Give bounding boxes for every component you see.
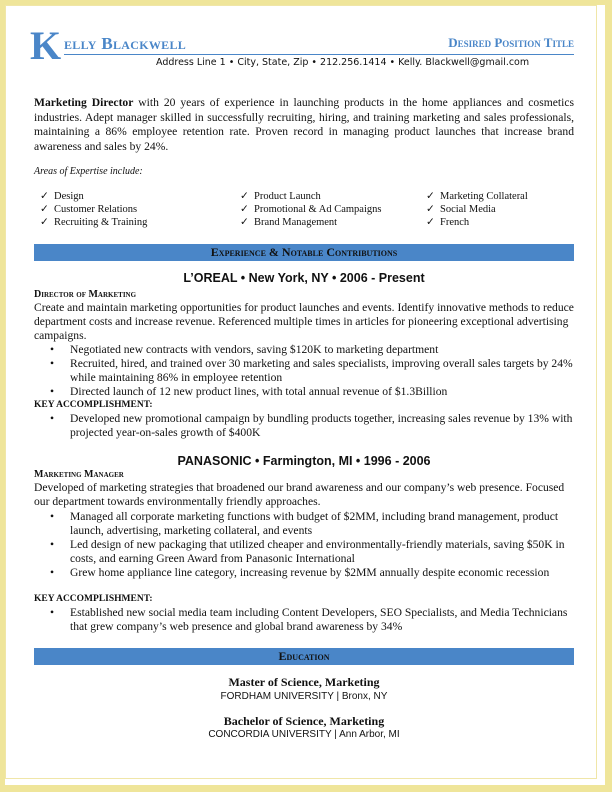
name-initial: K: [30, 23, 62, 68]
professional-summary: [34, 96, 574, 154]
check-icon: ✓: [426, 191, 435, 202]
expertise-column-1: [40, 190, 147, 229]
list-item: • Established new social media team including Content Developers, SEO Specialists, and Media Technicians that grew company’s web presence and global brand awareness by 34%: [34, 606, 574, 634]
degree-school: FORDHAM UNIVERSITY | Bronx, NY: [220, 691, 388, 702]
expertise-item: ✓ Design: [40, 191, 84, 202]
key-accomplishment-list: [34, 606, 574, 634]
job-role: Marketing Manager: [34, 469, 124, 480]
job-company-line: PANASONIC • Farmington, MI • 1996 - 2006: [177, 454, 431, 468]
summary-title: Marketing Director: [34, 96, 134, 109]
expertise-item: ✓ French: [426, 217, 470, 228]
check-icon: ✓: [426, 204, 435, 215]
list-item: • Developed new promotional campaign by bundling products together, increasing sales revenue by 13% with projected year-on-sales growth of $400K: [34, 412, 574, 440]
expertise-column-3: [426, 190, 528, 229]
job-bullets: [34, 510, 574, 580]
job-description: Create and maintain marketing opportunities for product launches and events. Identify innovative methods to reduce department costs and increase revenue. Referenced multiple times in articles for pioneering exceptional advertising campaigns.: [34, 301, 574, 342]
degree-title: Master of Science, Marketing: [228, 675, 380, 689]
summary-text: with 20 years of experience in launching products in the home appliances and cosmetics industries. Adept manager skilled in successfully recruiting, hiring, and training marketing and sales professionals, maintaining a 86% employee retention rate. Proven record in managing product launches that increase brand awareness and sales by 24%.: [34, 96, 574, 153]
expertise-item: ✓ Promotional & Ad Campaigns: [240, 204, 382, 215]
desired-position-title: Desired Position Title: [448, 35, 574, 50]
check-icon: ✓: [240, 191, 249, 202]
experience-heading: Experience & Notable Contributions: [34, 244, 574, 261]
degree-title: Bachelor of Science, Marketing: [223, 714, 385, 728]
check-icon: ✓: [40, 191, 49, 202]
contact-line: Address Line 1 • City, State, Zip • 212.256.1414 • Kelly. Blackwell@gmail.com: [156, 57, 530, 68]
list-item: • Led design of new packaging that utilized cheaper and environmentally-friendly materials, saving $50K in costs, and earning Green Award from Panasonic International: [34, 538, 574, 566]
expertise-item: ✓ Recruiting & Training: [40, 217, 148, 228]
education-heading: Education: [34, 648, 574, 665]
expertise-label: Areas of Expertise include:: [34, 166, 143, 177]
check-icon: ✓: [240, 217, 249, 228]
candidate-name: elly Blackwell: [64, 34, 187, 53]
expertise-item: ✓ Marketing Collateral: [426, 191, 528, 202]
list-item: • Grew home appliance line category, increasing revenue by $2MM annually despite economic recession: [34, 566, 574, 580]
job-description: Developed of marketing strategies that broadened our brand awareness and our company’s web presence. Focused our department towards environmentally friendly approaches.: [34, 481, 565, 508]
header-divider: [64, 54, 574, 55]
list-item: • Recruited, hired, and trained over 30 marketing and sales specialists, improving overall sales targets by 24% while maintaining 86% in employee retention: [34, 357, 574, 385]
job-company-line: L’OREAL • New York, NY • 2006 - Present: [183, 271, 425, 285]
list-item: • Directed launch of 12 new product lines, with total annual revenue of $1.3Billion: [34, 385, 574, 399]
expertise-item: ✓ Brand Management: [240, 217, 338, 228]
expertise-item: ✓ Product Launch: [240, 191, 321, 202]
list-item: • Managed all corporate marketing functions with budget of $2MM, including brand management, product launch, advertising, marketing collateral, and events: [34, 510, 574, 538]
check-icon: ✓: [240, 204, 249, 215]
degree-school: CONCORDIA UNIVERSITY | Ann Arbor, MI: [208, 729, 400, 740]
key-accomplishment-list: [34, 412, 574, 440]
job-role: Director of Marketing: [34, 289, 137, 300]
job-bullets: [34, 343, 574, 399]
expertise-item: ✓ Customer Relations: [40, 204, 138, 215]
list-item: • Negotiated new contracts with vendors, saving $120K to marketing department: [34, 343, 574, 357]
key-accomplishment-label: KEY ACCOMPLISHMENT:: [34, 400, 153, 410]
check-icon: ✓: [40, 217, 49, 228]
key-accomplishment-label: KEY ACCOMPLISHMENT:: [34, 594, 153, 604]
check-icon: ✓: [40, 204, 49, 215]
expertise-column-2: [240, 190, 381, 229]
check-icon: ✓: [426, 217, 435, 228]
expertise-item: ✓ Social Media: [426, 204, 496, 215]
